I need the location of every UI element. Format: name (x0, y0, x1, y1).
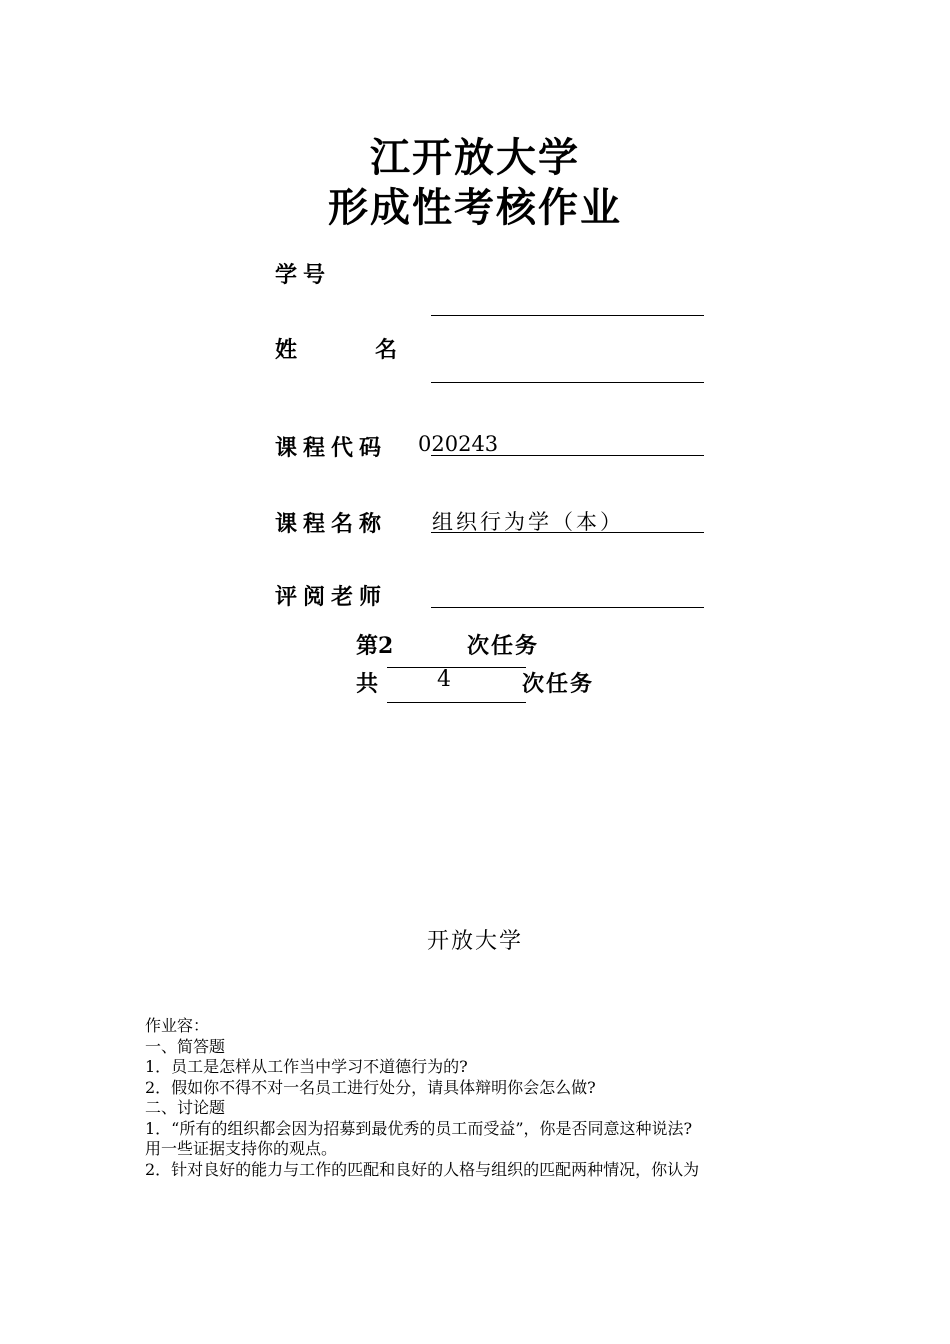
task-total-prefix: 共 (356, 671, 379, 697)
page-title-line1: 江开放大学 (370, 134, 580, 181)
task-total-value: 4 (437, 667, 451, 692)
course-code-label: 课程代码 (275, 435, 388, 461)
student-id-label: 学号 (275, 262, 332, 288)
content-line: 一、简答题 (145, 1036, 226, 1056)
course-code-value: 020243 (418, 432, 499, 456)
reviewer-underline (431, 607, 704, 608)
student-id-underline (431, 315, 704, 316)
course-code-underline (431, 455, 704, 456)
name-label-first-char: 姓 (275, 337, 304, 363)
task-number-suffix: 次任务 (467, 633, 540, 659)
course-name-value: 组织行为学（本） (432, 510, 624, 534)
course-name-underline (431, 532, 704, 533)
page-title-line2: 形成性考核作业 (328, 184, 622, 231)
reviewer-label: 评阅老师 (275, 584, 388, 610)
content-line: 作业容： (145, 1016, 210, 1035)
name-underline (431, 382, 704, 383)
task-total-underline (387, 702, 526, 703)
content-line: 用一些证据支持你的观点。 (145, 1139, 338, 1158)
task-total-suffix: 次任务 (522, 671, 595, 697)
task-number-underline (387, 667, 526, 668)
content-line: 1．员工是怎样从工作当中学习不道德行为的? (145, 1057, 468, 1076)
name-label-second-char: 名 (375, 337, 404, 363)
school-name: 开放大学 (426, 929, 523, 954)
content-line: 1．“所有的组织都会因为招募到最优秀的员工而受益”，你是否同意这种说法? (145, 1118, 693, 1138)
content-line: 2．假如你不得不对一名员工进行处分，请具体辩明你会怎么做? (145, 1077, 596, 1097)
assignment-content (145, 1016, 699, 1180)
course-name-label: 课程名称 (275, 511, 388, 537)
task-number-prefix: 第2 (356, 633, 394, 659)
content-line: 2．针对良好的能力与工作的匹配和良好的人格与组织的匹配两种情况，你认为 (145, 1159, 700, 1179)
content-line: 二、讨论题 (145, 1098, 226, 1117)
